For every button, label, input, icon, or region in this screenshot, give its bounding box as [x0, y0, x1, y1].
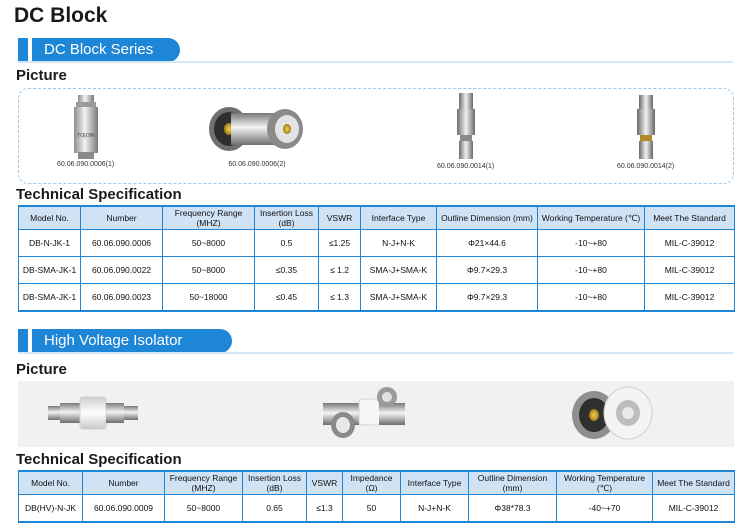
product-image-hv-3: [566, 383, 656, 445]
product-code: 60.06.090.0014(2): [617, 163, 675, 170]
cell: DB-N-JK-1: [19, 230, 81, 257]
hv-isolator-face-icon: [566, 383, 656, 445]
product-image-hv-1: [48, 393, 138, 433]
product-image-4: [617, 95, 674, 170]
cell: Φ21×44.6: [437, 230, 538, 257]
cell: Φ38*78.3: [469, 495, 557, 522]
cell: DB(HV)-N-JK: [19, 495, 83, 522]
product-code: 60.06.090.0014(1): [437, 163, 495, 170]
cell: ≤1.25: [319, 230, 361, 257]
cell: ≤1.3: [307, 495, 343, 522]
cell: 60.06.090.0023: [81, 284, 163, 311]
cell: 50: [343, 495, 401, 522]
header-vswr: VSWR: [307, 471, 343, 495]
n-type-dc-block-icon: [207, 99, 307, 159]
table-row: [19, 257, 735, 284]
cell: -10~+80: [538, 230, 645, 257]
header-model-no: Model No.: [19, 471, 83, 495]
picture-label: Picture: [16, 361, 67, 378]
sma-dc-block-icon: [64, 95, 108, 159]
cell: DB-SMA-JK-1: [19, 257, 81, 284]
cell: -10~+80: [538, 284, 645, 311]
cell: ≤ 1.3: [319, 284, 361, 311]
dc-block-spec-table: [18, 205, 735, 312]
header-interface-type: Interface Type: [361, 206, 437, 230]
hv-isolator-picture-panel: [18, 381, 734, 447]
cell: 0.5: [255, 230, 319, 257]
section-banner-label: DC Block Series: [32, 38, 180, 62]
cell: MIL-C-39012: [653, 495, 735, 522]
cell: MIL-C-39012: [645, 230, 735, 257]
header-number: Number: [81, 206, 163, 230]
header-model-no: Model No.: [19, 206, 81, 230]
cell: 50~8000: [165, 495, 243, 522]
hv-isolator-pair-icon: [313, 385, 413, 443]
header-insertion-loss: Insertion Loss (dB): [243, 471, 307, 495]
table-header-row: [19, 471, 735, 495]
cell: N-J+N-K: [361, 230, 437, 257]
cell: MIL-C-39012: [645, 257, 735, 284]
banner-divider: [18, 352, 733, 354]
header-working-temperature: Working Temperature (℃): [538, 206, 645, 230]
header-impedance: Impedance (Ω): [343, 471, 401, 495]
sma-jk-dc-block-icon: [631, 95, 661, 161]
sma-jk-dc-block-icon: [451, 93, 481, 161]
section-banner-label: High Voltage Isolator: [32, 329, 232, 353]
product-image-3: [437, 93, 494, 170]
table-row: [19, 230, 735, 257]
dc-block-picture-panel: [18, 88, 734, 184]
cell: -10~+80: [538, 257, 645, 284]
cell: 50~8000: [163, 257, 255, 284]
cell: SMA-J+SMA-K: [361, 257, 437, 284]
cell: Φ9.7×29.3: [437, 257, 538, 284]
header-standard: Meet The Standard: [645, 206, 735, 230]
cell: ≤0.45: [255, 284, 319, 311]
product-image-1: [57, 95, 114, 168]
cell: N-J+N-K: [401, 495, 469, 522]
table-row: [19, 495, 735, 522]
header-outline-dimension: Outline Dimension (mm): [437, 206, 538, 230]
section-banner-hv-isolator: [18, 329, 232, 353]
hv-isolator-spec-table: [18, 470, 735, 523]
cell: 50~8000: [163, 230, 255, 257]
cell: MIL-C-39012: [645, 284, 735, 311]
cell: 60.06.090.0006: [81, 230, 163, 257]
header-frequency-range: Frequency Range (MHZ): [163, 206, 255, 230]
cell: SMA-J+SMA-K: [361, 284, 437, 311]
cell: ≤0.35: [255, 257, 319, 284]
product-code: 60.06.090.0006(1): [57, 161, 115, 168]
table-header-row: [19, 206, 735, 230]
header-vswr: VSWR: [319, 206, 361, 230]
cell: 0.65: [243, 495, 307, 522]
page-title: DC Block: [14, 4, 108, 27]
hv-isolator-side-icon: [48, 393, 138, 433]
cell: 60.06.090.0022: [81, 257, 163, 284]
spec-label: Technical Specification: [16, 451, 182, 468]
cell: 60.06.090.0009: [83, 495, 165, 522]
spec-label: Technical Specification: [16, 186, 182, 203]
header-frequency-range: Frequency Range (MHZ): [165, 471, 243, 495]
cell: -40~+70: [557, 495, 653, 522]
cell: DB-SMA-JK-1: [19, 284, 81, 311]
header-outline-dimension: Outline Dimension (mm): [469, 471, 557, 495]
section-banner-dc-block: [18, 38, 180, 62]
product-image-2: [207, 99, 307, 168]
cell: 50~18000: [163, 284, 255, 311]
cell: Φ9.7×29.3: [437, 284, 538, 311]
svg-text:TOJOIN: TOJOIN: [76, 133, 95, 139]
picture-label: Picture: [16, 67, 67, 84]
cell: ≤ 1.2: [319, 257, 361, 284]
banner-divider: [18, 61, 733, 63]
header-insertion-loss: Insertion Loss (dB): [255, 206, 319, 230]
header-interface-type: Interface Type: [401, 471, 469, 495]
product-code: 60.06.090.0006(2): [228, 161, 286, 168]
table-row: [19, 284, 735, 311]
product-image-hv-2: [313, 385, 413, 443]
header-standard: Meet The Standard: [653, 471, 735, 495]
header-number: Number: [83, 471, 165, 495]
header-working-temperature: Working Temperature (℃): [557, 471, 653, 495]
